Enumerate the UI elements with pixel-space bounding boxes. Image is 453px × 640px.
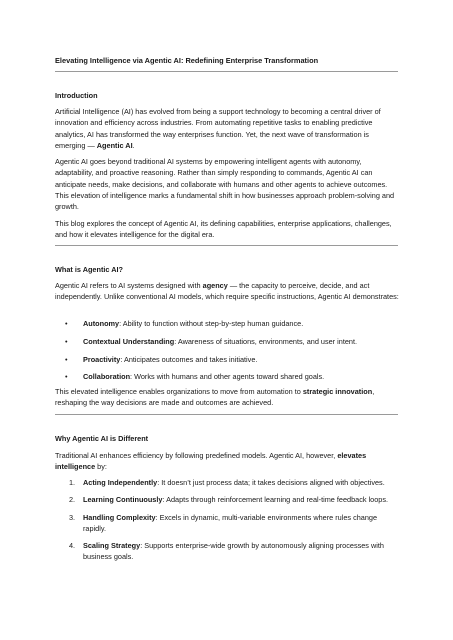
what-is-bold: agency [202,281,228,290]
list-item [55,477,400,488]
section-divider-2 [55,414,398,415]
list-number: 4. [69,541,76,551]
intro-paragraph-1 [55,106,400,151]
list-item-term: Collaboration [83,372,131,382]
title-divider [55,71,398,72]
list-number: 3. [69,512,76,522]
list-item-text: : Excels in dynamic, multi-variable environments where rules change rapidly. [83,512,378,533]
what-is-closing-paragraph [55,386,400,409]
list-number: 1. [69,478,76,487]
intro-p1-end: . [132,140,135,150]
what-is-paragraph [55,280,400,303]
list-item-text: : Works with humans and other agents toward shared goals. [130,372,325,382]
what-is-heading: What is Agentic AI? [55,265,123,274]
what-is-text: Agentic AI refers to AI systems designed with [55,281,203,290]
intro-p1-text: Artificial Intelligence (AI) has evolved from being a support technology to becoming a central driver of innovation and efficiency across industries. From automating repetitive tasks to enabling predictive analytics, AI has transformed the way enterprises function. Yet, the next wave of transformation is emerging — [55,107,381,150]
why-text-end: by: [95,462,107,472]
capabilities-list [55,318,400,383]
intro-p1-bold: Agentic AI [96,140,133,150]
why-text: Traditional AI enhances efficiency by following predefined models. Agentic AI, however, [55,451,338,460]
list-item [55,494,400,505]
list-item [55,540,400,563]
list-item-term: Contextual Understanding [83,336,175,346]
closing-bold: strategic innovation [302,387,373,396]
bullet-marker: • [65,354,68,364]
closing-text-end: , reshaping the way decisions are made and outcomes are achieved. [55,387,375,408]
what-is-text-end: — the capacity to perceive, decide, and act independently. Unlike conventional AI models, which require specific instructions, Agentic AI demonstrates: [55,281,399,302]
list-item [55,336,400,347]
list-item [55,318,400,329]
intro-paragraph-3: This blog explores the concept of Agentic AI, its defining capabilities, enterprise applications, challenges, and how it elevates intelligence for the digital era. [55,219,392,240]
closing-text: This elevated intelligence enables organizations to move from automation to [55,387,303,396]
why-different-paragraph [55,450,400,473]
list-item-term: Scaling Strategy [83,541,141,551]
document-title: Elevating Intelligence via Agentic AI: Redefining Enterprise Transformation [55,56,319,65]
list-item-text: : Anticipates outcomes and takes initiative. [120,354,258,364]
bullet-marker: • [65,372,68,382]
list-item-text: : Adapts through reinforcement learning and real-time feedback loops. [162,495,388,505]
list-item-text: : Supports enterprise-wide growth by autonomously aligning processes with business goals. [83,541,384,562]
intro-paragraph-2: Agentic AI goes beyond traditional AI systems by empowering intelligent agents with autonomy, adaptability, and proactive reasoning. Rather than simply responding to commands, Agentic AI can anticipate needs, make decisions, and collaborate with humans and other agents to achieve outcomes. This elevation of intelligence marks a fundamental shift in how businesses approach problem-solving and growth. [55,157,395,212]
list-item-term: Proactivity [83,354,121,364]
why-different-heading: Why Agentic AI is Different [55,434,149,443]
list-number: 2. [69,495,76,505]
list-item-term: Autonomy [83,319,120,328]
section-divider-1 [55,245,398,246]
list-item [55,354,400,365]
bullet-marker: • [65,319,68,328]
list-item-term: Handling Complexity [83,512,156,522]
list-item-term: Learning Continuously [83,495,163,505]
list-item-text: : It doesn’t just process data; it takes decisions aligned with objectives. [157,478,385,487]
why-bold: elevates intelligence [55,451,367,472]
introduction-heading: Introduction [55,91,98,100]
list-item [55,512,400,535]
differences-list [55,477,400,563]
list-item [55,371,400,382]
list-item-text: : Awareness of situations, environments, and user intent. [174,336,358,346]
bullet-marker: • [65,336,68,346]
list-item-text: : Ability to function without step-by-step human guidance. [119,319,304,328]
list-item-term: Acting Independently [83,478,158,487]
